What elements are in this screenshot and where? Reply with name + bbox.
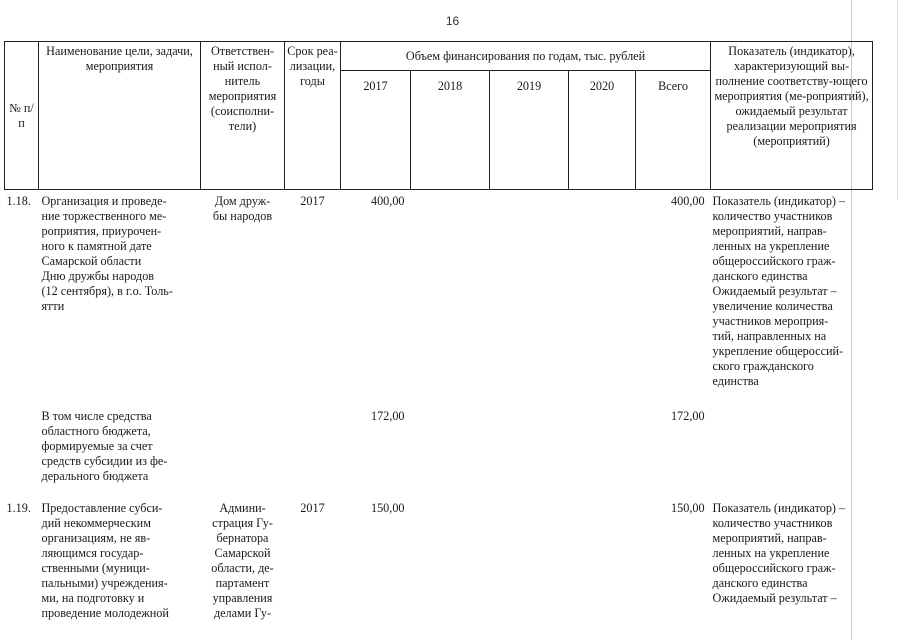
row-number: 1.19. — [6, 501, 31, 515]
row-responsible-line: страция Гу- — [212, 516, 273, 530]
row-2019 — [490, 408, 569, 499]
row-name-line: дерального бюджета — [41, 469, 149, 483]
header-year-2019: 2019 — [490, 71, 569, 190]
row-indicator-line: единства — [712, 374, 759, 388]
row-name — [39, 499, 201, 623]
row-name-line: средств субсидии из фе- — [41, 454, 168, 468]
row-responsible — [201, 499, 285, 623]
row-responsible — [201, 190, 285, 409]
row-term: 2017 — [300, 501, 325, 515]
row-responsible-line: Админи- — [219, 501, 266, 515]
header-year-2018: 2018 — [411, 71, 490, 190]
row-indicator-line: мероприятий, направ- — [712, 224, 827, 238]
header-total: Всего — [636, 71, 711, 190]
row-total: 150,00 — [671, 501, 705, 515]
row-name-line: ятти — [41, 299, 65, 313]
row-responsible-line: делами Гу- — [213, 606, 272, 620]
row-responsible-line: управления — [212, 591, 273, 605]
table-row — [5, 190, 873, 409]
header-name: Наименование цели, задачи, мероприятия — [39, 42, 201, 190]
row-indicator-line: ского гражданского — [712, 359, 814, 373]
row-indicator-line: увеличение количества — [712, 299, 833, 313]
row-responsible-line: бернатора — [216, 531, 269, 545]
row-name-line: дий некоммерческим — [41, 516, 151, 530]
row-responsible-line: области, де- — [211, 561, 274, 575]
header-term: Срок реа-лизации, годы — [285, 42, 341, 190]
page-number: 16 — [445, 14, 460, 28]
row-name-line: Предоставление субси- — [41, 501, 163, 515]
row-2018 — [411, 408, 490, 499]
row-name-line: Организация и проведе- — [41, 194, 167, 208]
row-total: 172,00 — [671, 409, 705, 423]
row-name-line: формируемые за счет — [41, 439, 153, 453]
row-indicator-line: данского единства — [712, 269, 808, 283]
header-responsible: Ответствен-ный испол-нитель мероприятия (соисполни-тели) — [201, 42, 285, 190]
row-indicator-line: общероссийского граж- — [712, 561, 836, 575]
row-name-line: роприятия, приурочен- — [41, 224, 162, 238]
row-number — [5, 408, 39, 499]
row-indicator-line: количество участников — [712, 209, 833, 223]
row-2017: 150,00 — [370, 501, 405, 515]
row-indicator-line: Показатель (индикатор) – — [712, 194, 846, 208]
row-responsible-line: Самарской — [214, 546, 271, 560]
row-name-line: организациям, не яв- — [41, 531, 151, 545]
row-name-line: В том числе средства — [41, 409, 152, 423]
row-name-line: пальными) учреждения- — [41, 576, 168, 590]
row-2018 — [411, 190, 490, 409]
row-name-line: ние торжественного ме- — [41, 209, 167, 223]
row-name — [39, 408, 201, 499]
row-indicator-line: Ожидаемый результат – — [712, 284, 837, 298]
table-row — [5, 408, 873, 499]
row-name-line: Дню дружбы народов — [41, 269, 155, 283]
row-2020 — [569, 408, 636, 499]
row-name — [39, 190, 201, 409]
row-indicator — [711, 408, 873, 499]
row-indicator-line: общероссийского граж- — [712, 254, 836, 268]
row-indicator-line: Показатель (индикатор) – — [712, 501, 846, 515]
row-2020 — [569, 499, 636, 623]
row-name-line: ми, на подготовку и — [41, 591, 145, 605]
row-responsible-line: бы народов — [212, 209, 273, 223]
row-term: 2017 — [300, 194, 325, 208]
row-2020 — [569, 190, 636, 409]
row-indicator — [711, 499, 873, 623]
row-name-line: Самарской области — [41, 254, 142, 268]
row-name-line: ственными (муници- — [41, 561, 150, 575]
scan-edge-line — [897, 0, 898, 200]
financing-table — [4, 41, 873, 623]
row-indicator-line: мероприятий, направ- — [712, 531, 827, 545]
row-indicator-line: ленных на укрепление — [712, 239, 830, 253]
header-indicator: Показатель (индикатор), характеризующий вы-полнение соответству-ющего мероприятия (ме-роприятий), ожидаемый результат реализации мероприятия (мероприятий) — [711, 42, 873, 190]
header-year-2020: 2020 — [569, 71, 636, 190]
row-indicator-line: ленных на укрепление — [712, 546, 830, 560]
header-financing: Объем финансирования по годам, тыс. рублей — [341, 42, 711, 71]
row-indicator-line: тий, направленных на — [712, 329, 827, 343]
row-responsible-line: партамент — [215, 576, 270, 590]
row-2019 — [490, 499, 569, 623]
row-2017: 400,00 — [370, 194, 405, 208]
row-indicator-line: данского единства — [712, 576, 808, 590]
row-indicator — [711, 190, 873, 409]
row-name-line: областного бюджета, — [41, 424, 151, 438]
row-2019 — [490, 190, 569, 409]
row-2017: 172,00 — [370, 409, 405, 423]
header-year-2017: 2017 — [341, 71, 411, 190]
row-indicator-line: укрепление общероссий- — [712, 344, 844, 358]
row-name-line: ного к памятной дате — [41, 239, 152, 253]
row-name-line: ляющимся государ- — [41, 546, 144, 560]
row-responsible-line: Дом друж- — [214, 194, 271, 208]
row-name-line: (12 сентября), в г.о. Толь- — [41, 284, 173, 298]
row-responsible — [201, 408, 285, 499]
row-name-line: проведение молодежной — [41, 606, 169, 620]
header-no: № п/п — [5, 42, 39, 190]
row-term — [285, 408, 341, 499]
row-indicator-line: Ожидаемый результат – — [712, 591, 837, 605]
row-total: 400,00 — [671, 194, 705, 208]
table-row — [5, 499, 873, 623]
table-body — [5, 190, 873, 624]
row-indicator-line: участников мероприя- — [712, 314, 829, 328]
row-2018 — [411, 499, 490, 623]
row-number: 1.18. — [6, 194, 31, 208]
row-indicator-line: количество участников — [712, 516, 833, 530]
